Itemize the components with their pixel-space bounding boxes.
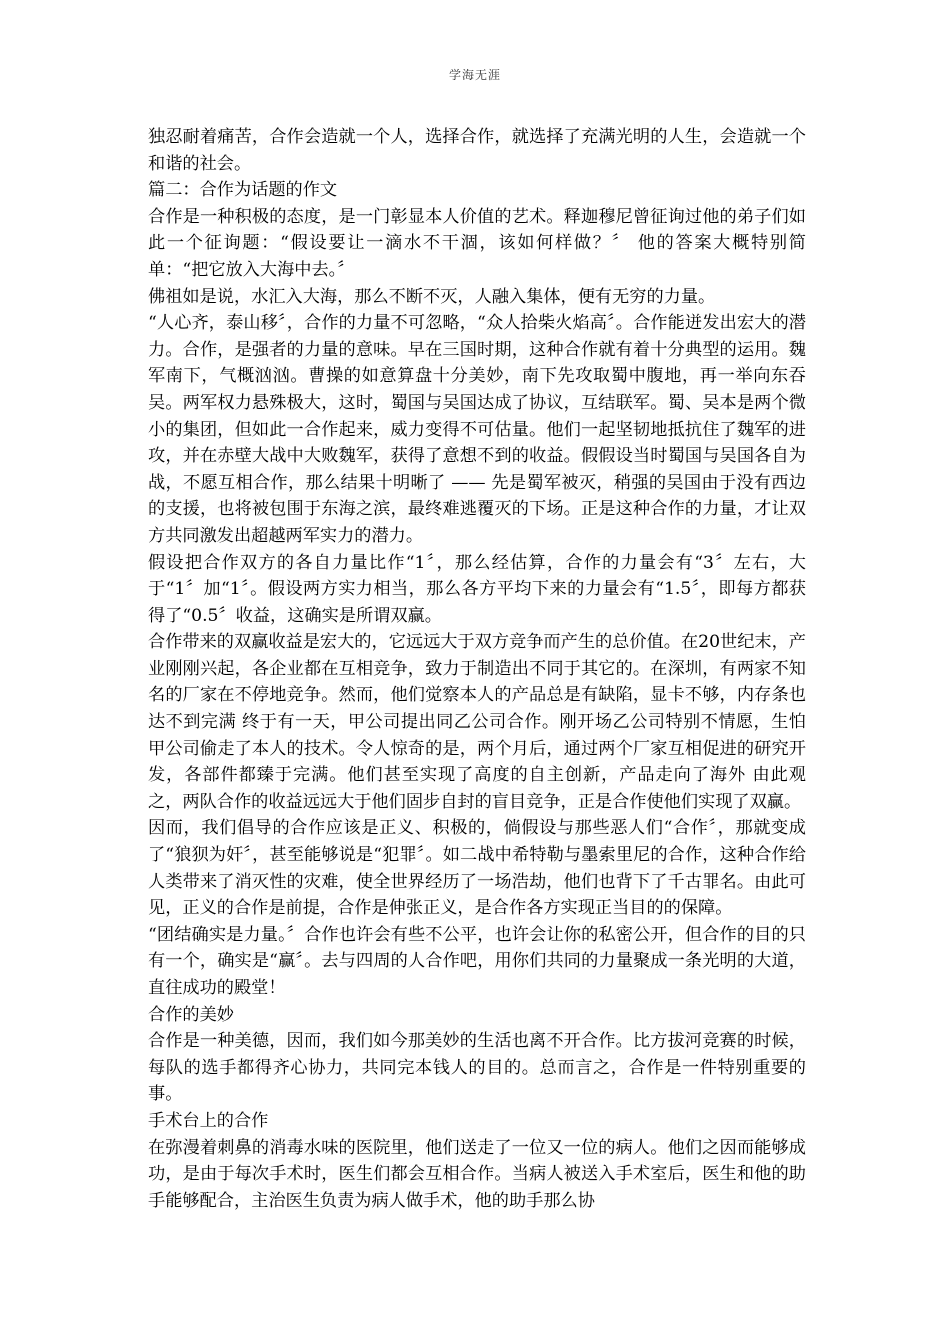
section-heading: 手术台上的合作 [148, 1110, 269, 1131]
paragraph: “人心齐，泰山移〞，合作的力量不可忽略，“众人拾柴火焰高〞。合作能迸发出宏大的潜力。合作，是强者的力量的意味。早在三国时期，这种合作就有着十分典型的运用。魏军南下，气概汹汹。曹操的如意算盘十分美妙，南下先攻取蜀中腹地，再一举向东吞吴。两军权力悬殊极大，这时，蜀国与吴国达成了协议，互结联军。蜀、吴本是两个微小的集团，但如此一合作起来，威力变得不可估量。他们一起坚韧地抵抗住了魏军的进攻，并在赤壁大战中大败魏军，获得了意想不到的收益。假假设当时蜀国与吴国各自为战，不愿互相合作，那么结果十明晰了 —— 先是蜀军被灭，稍强的吴国由于没有西边的支援，也将被包围于东海之滨，最终难逃覆灭的下场。正是这种合作的力量，才让双方共同激发出超越两军实力的潜力。 [148, 313, 806, 546]
paragraph: 假设把合作双方的各自力量比作“1〞，那么经估算，合作的力量会有“3〞左右，大于“1〞加“1〞。假设两方实力相当，那么各方平均下来的力量会有“1.5〞，即每方都获得了“0.5〞收益，这确实是所谓双赢。 [148, 552, 806, 626]
section-heading: 篇二：合作为话题的作文 [148, 180, 338, 201]
section-heading: 合作的美妙 [148, 1004, 234, 1025]
paragraph: 合作带来的双赢收益是宏大的，它远远大于双方竞争而产生的总价值。在20世纪末，产业刚刚兴起，各企业都在互相竞争，致力于制造出不同于其它的。在深圳，有两家不知名的厂家在不停地竞争。然而，他们觉察本人的产品总是有缺陷，显卡不够，内存条也达不到完满 终于有一天，甲公司提出同乙公司合作。刚开场乙公司特别不情愿，生怕甲公司偷走了本人的技术。令人惊奇的是，两个月后，通过两个厂家互相促进的研究开发，各部件都臻于完满。他们甚至实现了高度的自主创新，产品走向了海外 由此观之，两队合作的收益远远大于他们固步自封的盲目竞争，正是合作使他们实现了双赢。 [148, 632, 806, 812]
paragraph: 因而，我们倡导的合作应该是正义、积极的，倘假设与那些恶人们“合作〞，那就变成了“狼狈为奸〞，甚至能够说是“犯罪〞。如二战中希特勒与墨索里尼的合作，这种合作给人类带来了消灭性的灾难，使全世界经历了一场浩劫，他们也背下了千古罪名。由此可见，正义的合作是前提，合作是伸张正义，是合作各方实现正当目的的保障。 [148, 818, 806, 919]
page-header: 学海无涯 [448, 68, 501, 82]
paragraph: 合作是一种美德，因而，我们如今那美妙的生活也离不开合作。比方拔河竞赛的时候，每队的选手都得齐心协力，共同完本钱人的目的。总而言之，合作是一件特别重要的事。 [148, 1031, 806, 1105]
paragraph: “团结确实是力量。〞合作也许会有些不公平，也许会让你的私密公开，但合作的目的只有一个，确实是“赢〞。去与四周的人合作吧，用你们共同的力量聚成一条光明的大道，直往成功的殿堂！ [148, 924, 806, 998]
paragraph: 佛祖如是说，水汇入大海，那么不断不灭，人融入集体，便有无穷的力量。 [148, 286, 716, 307]
paragraph: 在弥漫着刺鼻的消毒水味的医院里，他们送走了一位又一位的病人。他们之因而能够成功，是由于每次手术时，医生们都会互相合作。当病人被送入手术室后，医生和他的助手能够配合，主治医生负责为病人做手术，他的助手那么协 [148, 1137, 806, 1211]
paragraph: 合作是一种积极的态度，是一门彰显本人价值的艺术。释迦穆尼曾征询过他的弟子们如此一个征询题：“假设要让一滴水不干涸，该如何样做？〞 他的答案大概特别简单：“把它放入大海中去。〞 [148, 206, 806, 280]
paragraph: 独忍耐着痛苦，合作会造就一个人，选择合作，就选择了充满光明的人生，会造就一个和谐的社会。 [148, 127, 806, 174]
document-body [148, 124, 806, 1214]
